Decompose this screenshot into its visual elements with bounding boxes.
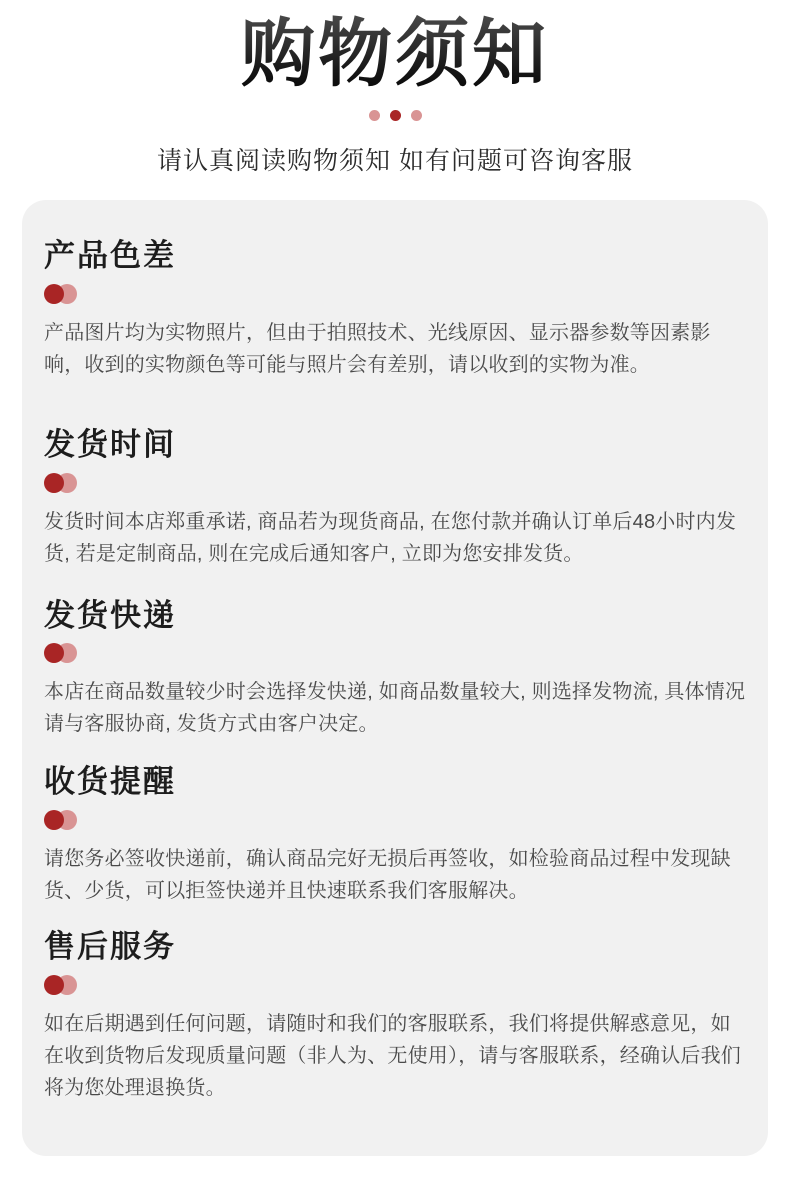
section-heading: 发货快递 <box>44 597 176 633</box>
notice-card <box>22 200 768 1155</box>
section-shipping-express <box>44 598 748 741</box>
title-divider-dots <box>0 109 790 121</box>
section-after-sales <box>44 929 748 1104</box>
section-divider-dots <box>44 810 78 830</box>
dot-icon <box>369 110 380 121</box>
section-body: 本店在商品数量较少时会选择发快递, 如商品数量较大, 则选择发物流, 具体情况请与客服协商, 发货方式由客户决定。 <box>44 681 746 736</box>
dot-icon <box>411 110 422 121</box>
dot-icon <box>44 810 64 830</box>
section-heading: 产品色差 <box>44 238 176 274</box>
section-body: 请您务必签收快递前，确认商品完好无损后再签收，如检验商品过程中发现缺货、少货，可以拒签快递并且快速联系我们客服解决。 <box>44 847 731 902</box>
section-divider-dots <box>44 975 78 995</box>
section-body: 发货时间本店郑重承诺, 商品若为现货商品, 在您付款并确认订单后48小时内发货, 若是定制商品, 则在完成后通知客户, 立即为您安排发货。 <box>44 510 737 565</box>
dot-icon <box>390 110 401 121</box>
section-body: 如在后期遇到任何问题，请随时和我们的客服联系，我们将提供解惑意见，如在收到货物后发现质量问题（非人为、无使用），请与客服联系，经确认后我们将为您处理退换货。 <box>44 1012 741 1099</box>
section-divider-dots <box>44 284 78 304</box>
section-shipping-time <box>44 427 748 570</box>
dot-icon <box>44 975 64 995</box>
page-subtitle: 请认真阅读购物须知 如有问题可咨询客服 <box>157 147 633 176</box>
section-body: 产品图片均为实物照片，但由于拍照技术、光线原因、显示器参数等因素影响，收到的实物颜色等可能与照片会有差别，请以收到的实物为准。 <box>44 321 711 376</box>
dot-icon <box>44 284 64 304</box>
section-divider-dots <box>44 643 78 663</box>
page-title: 购物须知 <box>0 10 790 97</box>
dot-icon <box>44 473 64 493</box>
section-product-color <box>44 238 748 381</box>
section-divider-dots <box>44 473 78 493</box>
section-heading: 收货提醒 <box>44 764 176 800</box>
section-heading: 发货时间 <box>44 426 176 462</box>
section-heading: 售后服务 <box>44 928 176 964</box>
section-receiving-reminder <box>44 764 748 907</box>
